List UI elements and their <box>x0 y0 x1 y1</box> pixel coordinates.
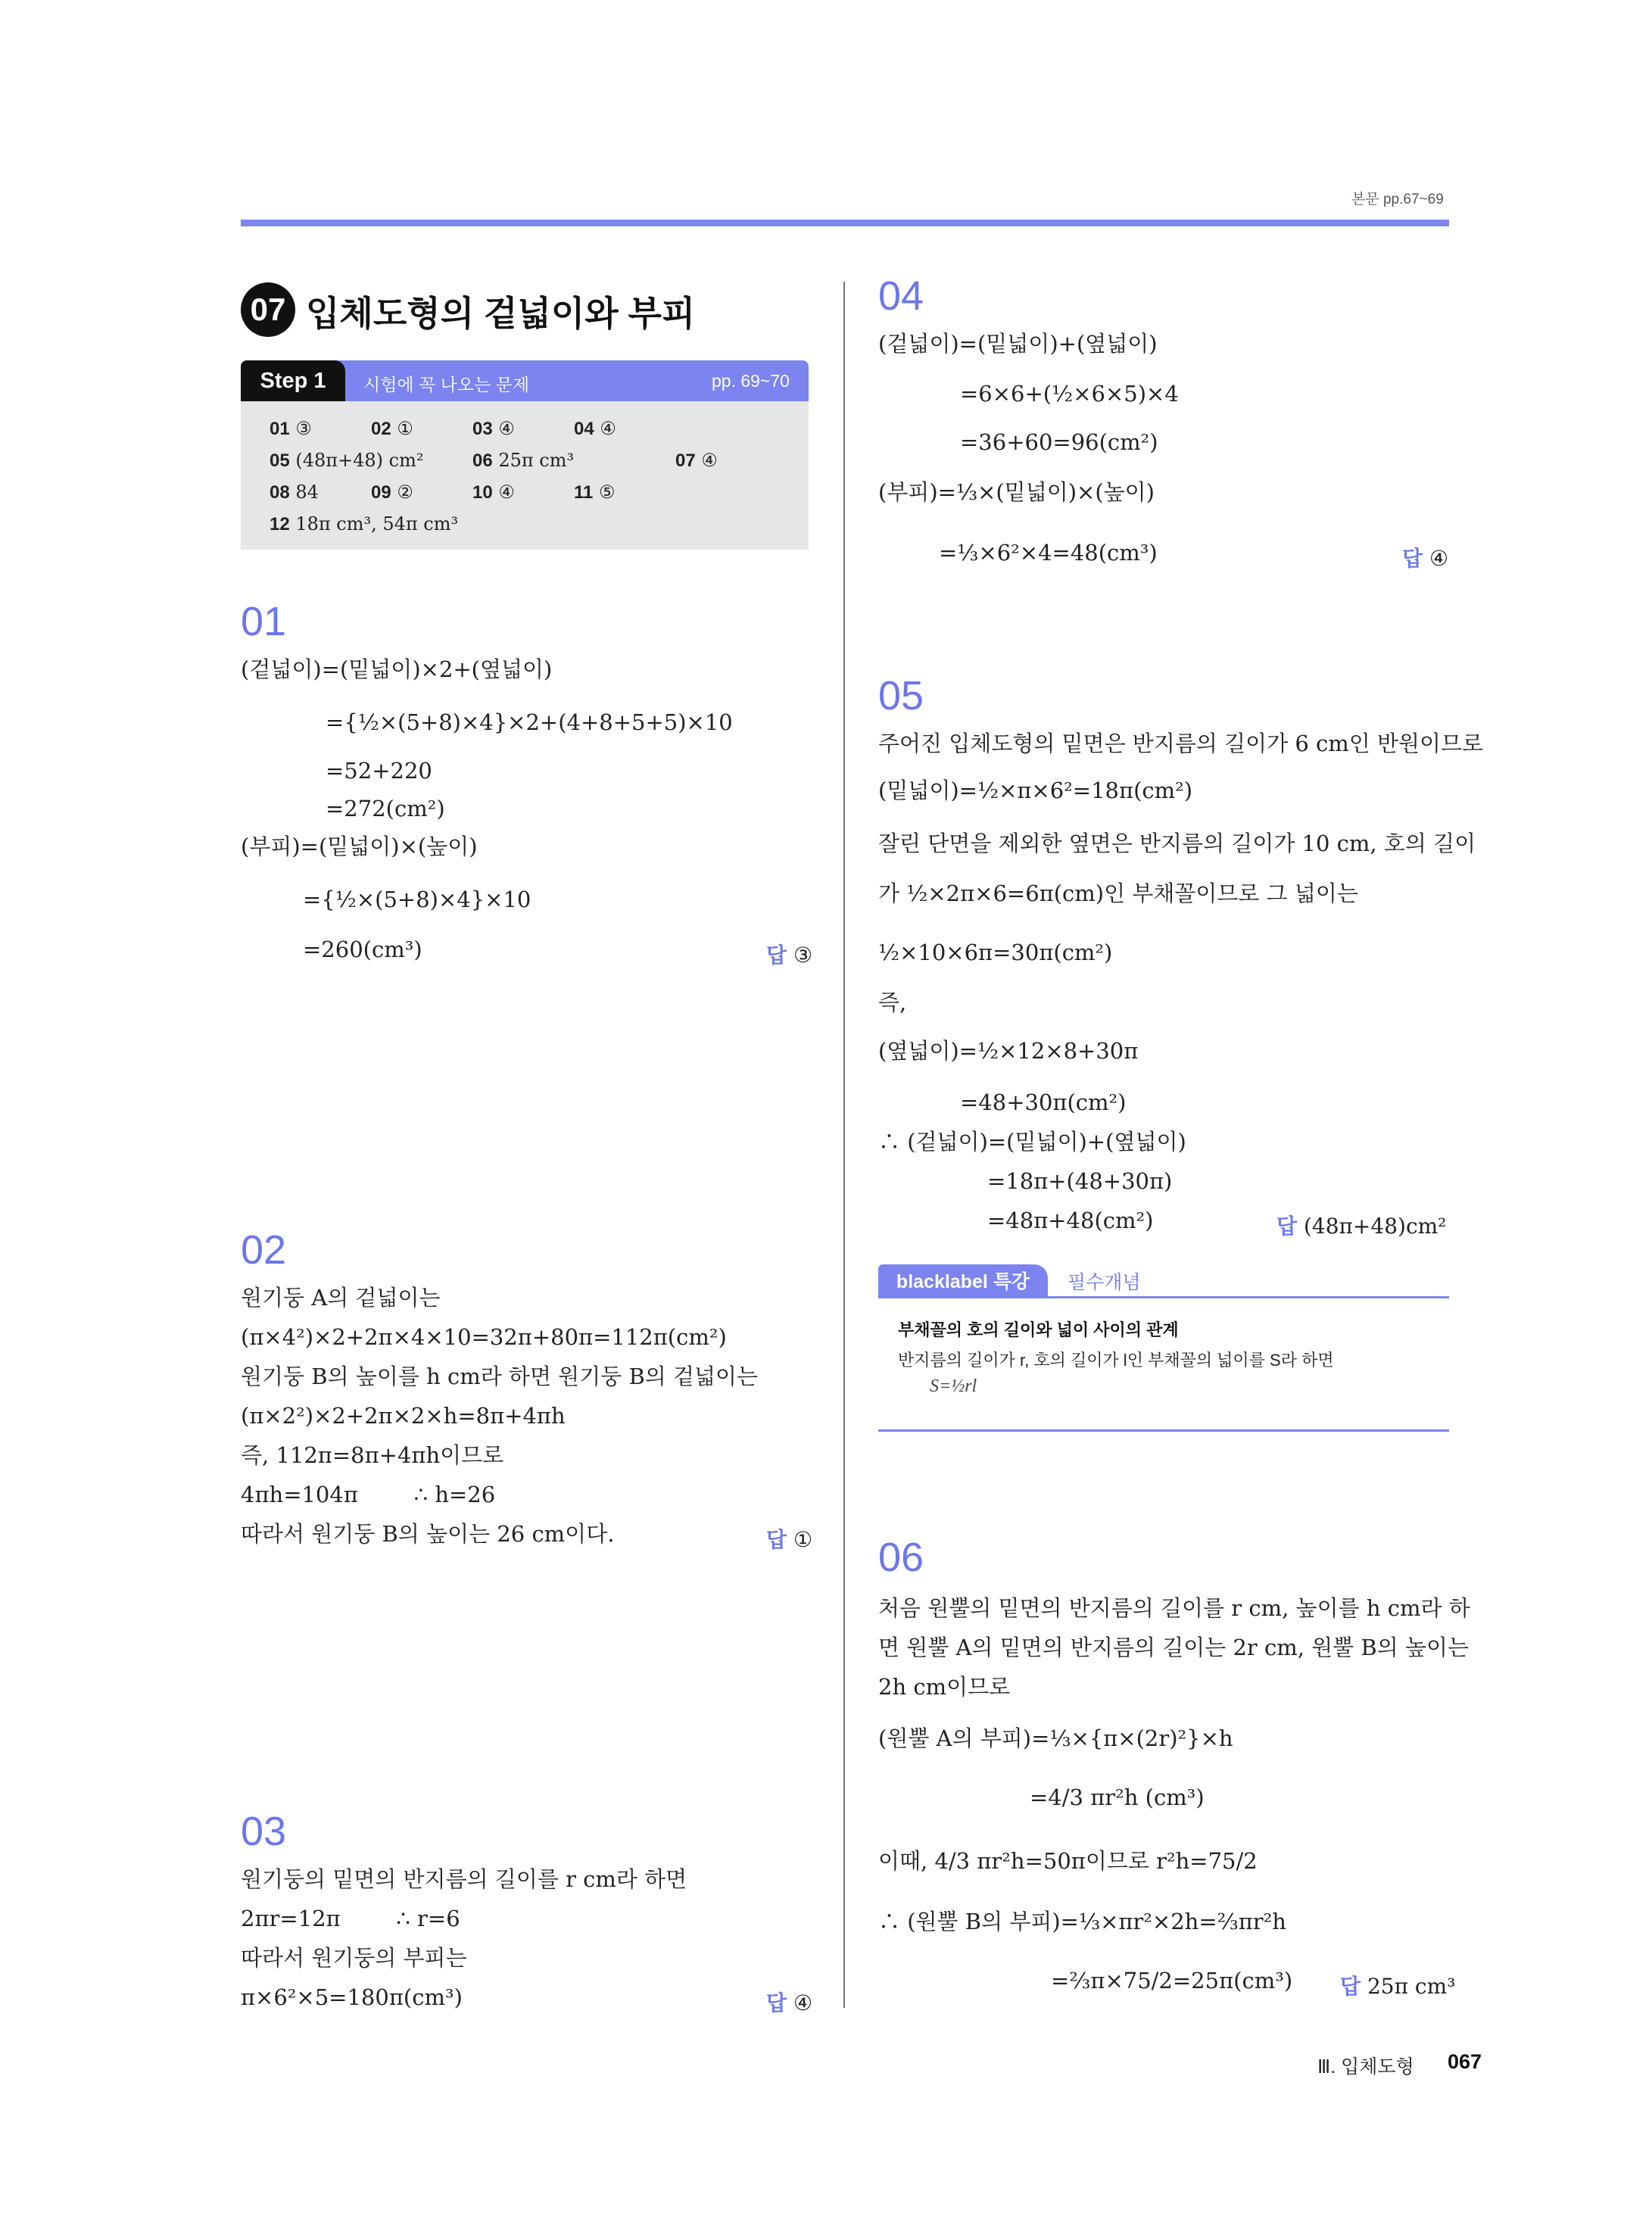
answer-item: 08 84 <box>270 482 319 503</box>
section-title: 입체도형의 겉넓이와 부피 <box>306 294 696 333</box>
solution-line: =36+60=96(cm²) <box>960 429 1158 455</box>
solution-line: 원기둥 B의 높이를 h cm라 하면 원기둥 B의 겉넓이는 <box>241 1364 759 1389</box>
answer-item: 05 (48π+48) cm² <box>270 450 424 471</box>
answer-mark: 답 ④ <box>1402 546 1449 571</box>
solution-line: =48+30π(cm²) <box>960 1089 1127 1115</box>
blacklabel-rule <box>878 1296 1449 1298</box>
answer-item: 09 ② <box>371 482 413 503</box>
solution-line: (부피)=⅓×(밑넓이)×(높이) <box>878 479 1155 505</box>
solution-line: =260(cm³) <box>303 937 422 962</box>
page-reference: 본문 pp.67~69 <box>1351 192 1444 207</box>
blacklabel-text: 반지름의 길이가 r, 호의 길이가 l인 부채꼴의 넓이를 S라 하면 <box>898 1351 1334 1370</box>
answer-item: 12 18π cm³, 54π cm³ <box>270 513 459 535</box>
answer-item: 01 ③ <box>270 418 312 439</box>
solution-line: 원기둥 A의 겉넓이는 <box>241 1285 441 1311</box>
solution-line: (부피)=(밑넓이)×(높이) <box>241 834 478 859</box>
problem-number: 03 <box>241 1809 287 1854</box>
solution-line: (밑넓이)=½×π×6²=18π(cm²) <box>878 778 1193 803</box>
solution-line: 원기둥의 밑면의 반지름의 길이를 r cm라 하면 <box>241 1866 687 1892</box>
solution-line: 주어진 입체도형의 밑면은 반지름의 길이가 6 cm인 반원이므로 <box>878 731 1484 756</box>
solution-line: 면 원뿔 A의 밑면의 반지름의 길이는 2r cm, 원뿔 B의 높이는 <box>878 1635 1469 1660</box>
section-number-badge: 07 <box>241 282 295 337</box>
solution-line: (옆넓이)=½×12×8+30π <box>878 1038 1139 1064</box>
solution-line: 2h cm이므로 <box>878 1674 1011 1700</box>
solution-line: (π×4²)×2+2π×4×10=32π+80π=112π(cm²) <box>241 1324 727 1350</box>
solution-line: ={½×(5+8)×4}×10 <box>303 887 531 912</box>
blacklabel-formula: S=½rl <box>930 1376 977 1396</box>
solution-line: =4/3 πr²h (cm³) <box>1030 1785 1205 1810</box>
solution-line: 잘린 단면을 제외한 옆면은 반지름의 길이가 10 cm, 호의 길이 <box>878 831 1476 856</box>
answer-item: 11 ⑤ <box>574 482 616 503</box>
answer-mark: 답 ③ <box>766 943 813 968</box>
solution-line: 따라서 원기둥의 부피는 <box>241 1945 467 1971</box>
solution-line: =6×6+(½×6×5)×4 <box>960 381 1179 407</box>
problem-number: 01 <box>241 599 287 644</box>
solution-line: (π×2²)×2+2π×2×h=8π+4πh <box>241 1403 566 1429</box>
solution-line: (원뿔 A의 부피)=⅓×{π×(2r)²}×h <box>878 1725 1233 1751</box>
answer-item: 02 ① <box>371 418 413 439</box>
header-rule <box>241 220 1449 226</box>
problem-number: 04 <box>878 273 924 319</box>
blacklabel-badge: blacklabel 특강 <box>878 1264 1048 1296</box>
solution-line: ∴ (원뿔 B의 부피)=⅓×πr²×2h=⅔πr²h <box>878 1909 1286 1934</box>
solution-line: 2πr=12π ∴ r=6 <box>241 1906 460 1931</box>
answer-item: 07 ④ <box>675 450 718 471</box>
answer-key-box <box>241 401 809 550</box>
answer-mark: 답 ④ <box>766 1990 813 2015</box>
solution-line: =52+220 <box>326 758 432 784</box>
solution-line: (겉넓이)=(밑넓이)×2+(옆넓이) <box>241 656 553 682</box>
solution-line: ={½×(5+8)×4}×2+(4+8+5+5)×10 <box>326 709 733 735</box>
solution-line: ½×10×6π=30π(cm²) <box>878 940 1113 965</box>
answer-mark: 답 25π cm³ <box>1340 1974 1456 1999</box>
answer-mark: 답 ① <box>766 1527 813 1552</box>
solution-line: 4πh=104π ∴ h=26 <box>241 1482 496 1507</box>
solution-line: =⅔π×75/2=25π(cm³) <box>1051 1968 1293 1993</box>
solution-line: ∴ (겉넓이)=(밑넓이)+(옆넓이) <box>878 1129 1186 1155</box>
solution-line: =272(cm²) <box>326 796 445 821</box>
footer-chapter: Ⅲ. 입체도형 <box>1317 2056 1414 2078</box>
solution-line: =48π+48(cm²) <box>987 1208 1154 1233</box>
solution-line: =18π+(48+30π) <box>987 1168 1173 1194</box>
answer-item: 06 25π cm³ <box>472 450 575 471</box>
step-subtitle: 시험에 꼭 나오는 문제 <box>363 375 530 394</box>
column-divider <box>843 282 845 2008</box>
problem-number: 06 <box>878 1535 924 1580</box>
page-number: 067 <box>1448 2050 1482 2073</box>
solution-line: π×6²×5=180π(cm³) <box>241 1984 463 2010</box>
answer-item: 10 ④ <box>472 482 515 503</box>
blacklabel-bottom-rule <box>878 1429 1449 1432</box>
step-pages: pp. 69~70 <box>712 371 790 391</box>
answer-item: 04 ④ <box>574 418 616 439</box>
step-tab: Step 1 <box>241 360 345 401</box>
solution-line: 따라서 원기둥 B의 높이는 26 cm이다. <box>241 1521 615 1547</box>
solution-line: 즉, <box>878 990 907 1015</box>
solution-line: 처음 원뿔의 밑면의 반지름의 길이를 r cm, 높이를 h cm라 하 <box>878 1595 1470 1621</box>
solution-line: 즉, 112π=8π+4πh이므로 <box>241 1442 504 1468</box>
answer-item: 03 ④ <box>472 418 515 439</box>
blacklabel-title: 부채꼴의 호의 길이와 넓이 사이의 관계 <box>898 1320 1179 1339</box>
blacklabel-subtitle: 필수개념 <box>1068 1272 1141 1293</box>
problem-number: 02 <box>241 1227 287 1273</box>
solution-line: (겉넓이)=(밑넓이)+(옆넓이) <box>878 331 1158 357</box>
solution-line: =⅓×6²×4=48(cm³) <box>939 540 1158 566</box>
answer-mark: 답 (48π+48)cm² <box>1276 1214 1447 1239</box>
solution-line: 가 ½×2π×6=6π(cm)인 부채꼴이므로 그 넓이는 <box>878 881 1358 906</box>
problem-number: 05 <box>878 673 924 719</box>
solution-line: 이때, 4/3 πr²h=50π이므로 r²h=75/2 <box>878 1848 1258 1874</box>
